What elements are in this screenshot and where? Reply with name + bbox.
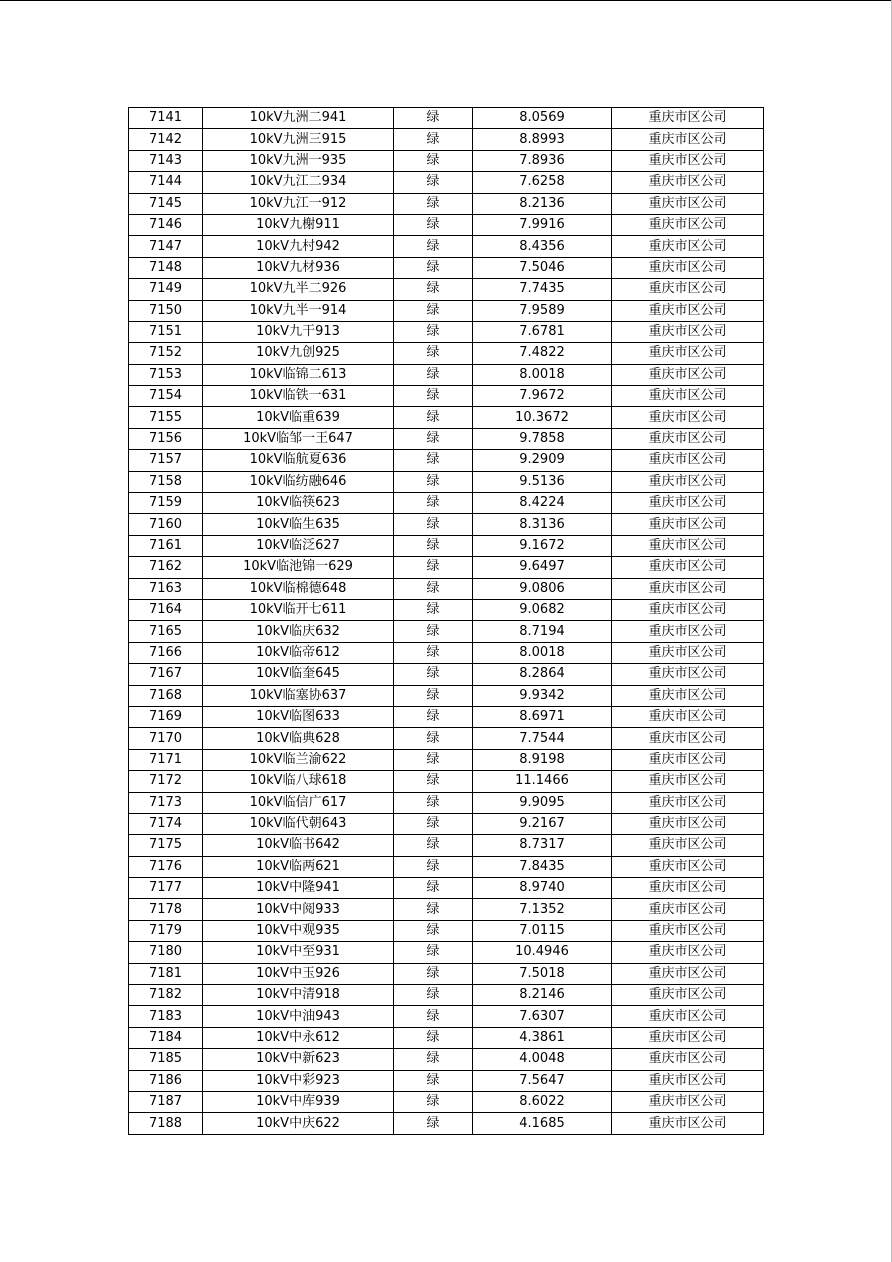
status-cell: 绿	[394, 728, 473, 749]
table-row	[129, 407, 764, 428]
line-name-cell: 10kV九洲一935	[203, 150, 394, 171]
status-cell: 绿	[394, 878, 473, 899]
value-cell: 9.9342	[473, 685, 612, 706]
company-cell: 重庆市区公司	[612, 985, 764, 1006]
row-id-cell: 7173	[129, 792, 203, 813]
line-name-cell: 10kV中库939	[203, 1091, 394, 1112]
row-id-cell: 7144	[129, 172, 203, 193]
status-cell: 绿	[394, 899, 473, 920]
row-id-cell: 7147	[129, 236, 203, 257]
status-cell: 绿	[394, 386, 473, 407]
value-cell: 8.0018	[473, 364, 612, 385]
line-name-cell: 10kV中玉926	[203, 963, 394, 984]
company-cell: 重庆市区公司	[612, 172, 764, 193]
line-name-cell: 10kV九村942	[203, 236, 394, 257]
value-cell: 7.6258	[473, 172, 612, 193]
line-name-cell: 10kV九材936	[203, 257, 394, 278]
row-id-cell: 7145	[129, 193, 203, 214]
row-id-cell: 7157	[129, 450, 203, 471]
table-row	[129, 535, 764, 556]
company-cell: 重庆市区公司	[612, 364, 764, 385]
table-row	[129, 300, 764, 321]
row-id-cell: 7174	[129, 813, 203, 834]
table-row	[129, 471, 764, 492]
line-name-cell: 10kV中新623	[203, 1049, 394, 1070]
row-id-cell: 7150	[129, 300, 203, 321]
value-cell: 7.6781	[473, 321, 612, 342]
row-id-cell: 7187	[129, 1091, 203, 1112]
row-id-cell: 7171	[129, 749, 203, 770]
value-cell: 8.6022	[473, 1091, 612, 1112]
table-row	[129, 364, 764, 385]
value-cell: 8.4224	[473, 493, 612, 514]
company-cell: 重庆市区公司	[612, 856, 764, 877]
value-cell: 10.3672	[473, 407, 612, 428]
value-cell: 7.7544	[473, 728, 612, 749]
line-name-cell: 10kV中至931	[203, 942, 394, 963]
line-name-cell: 10kV临池锦一629	[203, 557, 394, 578]
row-id-cell: 7151	[129, 321, 203, 342]
row-id-cell: 7164	[129, 599, 203, 620]
value-cell: 8.0018	[473, 642, 612, 663]
value-cell: 9.2167	[473, 813, 612, 834]
status-cell: 绿	[394, 236, 473, 257]
table-row	[129, 856, 764, 877]
table-row	[129, 150, 764, 171]
company-cell: 重庆市区公司	[612, 214, 764, 235]
row-id-cell: 7152	[129, 343, 203, 364]
company-cell: 重庆市区公司	[612, 407, 764, 428]
value-cell: 7.9916	[473, 214, 612, 235]
value-cell: 9.0806	[473, 578, 612, 599]
company-cell: 重庆市区公司	[612, 642, 764, 663]
status-cell: 绿	[394, 129, 473, 150]
row-id-cell: 7162	[129, 557, 203, 578]
table-row	[129, 214, 764, 235]
company-cell: 重庆市区公司	[612, 108, 764, 129]
row-id-cell: 7161	[129, 535, 203, 556]
value-cell: 7.5046	[473, 257, 612, 278]
status-cell: 绿	[394, 985, 473, 1006]
line-name-cell: 10kV临帝612	[203, 642, 394, 663]
status-cell: 绿	[394, 450, 473, 471]
value-cell: 9.0682	[473, 599, 612, 620]
status-cell: 绿	[394, 557, 473, 578]
status-cell: 绿	[394, 1006, 473, 1027]
table-row	[129, 792, 764, 813]
row-id-cell: 7182	[129, 985, 203, 1006]
company-cell: 重庆市区公司	[612, 813, 764, 834]
table-row	[129, 557, 764, 578]
row-id-cell: 7179	[129, 920, 203, 941]
value-cell: 8.7194	[473, 621, 612, 642]
line-name-cell: 10kV中彩923	[203, 1070, 394, 1091]
line-name-cell: 10kV九半一914	[203, 300, 394, 321]
table-row	[129, 813, 764, 834]
row-id-cell: 7185	[129, 1049, 203, 1070]
line-name-cell: 10kV中庆622	[203, 1113, 394, 1134]
value-cell: 7.9589	[473, 300, 612, 321]
company-cell: 重庆市区公司	[612, 257, 764, 278]
value-cell: 4.3861	[473, 1027, 612, 1048]
status-cell: 绿	[394, 172, 473, 193]
line-name-cell: 10kV中观935	[203, 920, 394, 941]
table-row	[129, 942, 764, 963]
status-cell: 绿	[394, 1049, 473, 1070]
company-cell: 重庆市区公司	[612, 129, 764, 150]
page-top-rule	[0, 0, 892, 1]
table-row	[129, 728, 764, 749]
status-cell: 绿	[394, 1091, 473, 1112]
line-name-cell: 10kV中油943	[203, 1006, 394, 1027]
status-cell: 绿	[394, 621, 473, 642]
line-name-cell: 10kV中隆941	[203, 878, 394, 899]
company-cell: 重庆市区公司	[612, 942, 764, 963]
status-cell: 绿	[394, 578, 473, 599]
line-name-cell: 10kV临筷623	[203, 493, 394, 514]
status-cell: 绿	[394, 706, 473, 727]
status-cell: 绿	[394, 942, 473, 963]
line-name-cell: 10kV中永612	[203, 1027, 394, 1048]
row-id-cell: 7183	[129, 1006, 203, 1027]
company-cell: 重庆市区公司	[612, 749, 764, 770]
value-cell: 8.2864	[473, 664, 612, 685]
table-row	[129, 835, 764, 856]
table-row	[129, 642, 764, 663]
table-row	[129, 1091, 764, 1112]
table-row	[129, 172, 764, 193]
table-row	[129, 578, 764, 599]
value-cell: 9.5136	[473, 471, 612, 492]
company-cell: 重庆市区公司	[612, 685, 764, 706]
value-cell: 10.4946	[473, 942, 612, 963]
value-cell: 11.1466	[473, 771, 612, 792]
company-cell: 重庆市区公司	[612, 878, 764, 899]
table-row	[129, 193, 764, 214]
table-row	[129, 236, 764, 257]
row-id-cell: 7165	[129, 621, 203, 642]
status-cell: 绿	[394, 343, 473, 364]
row-id-cell: 7155	[129, 407, 203, 428]
table-row	[129, 1070, 764, 1091]
line-name-cell: 10kV临棉德648	[203, 578, 394, 599]
table-row	[129, 899, 764, 920]
line-name-cell: 10kV临八球618	[203, 771, 394, 792]
company-cell: 重庆市区公司	[612, 471, 764, 492]
company-cell: 重庆市区公司	[612, 386, 764, 407]
line-name-cell: 10kV临铁一631	[203, 386, 394, 407]
company-cell: 重庆市区公司	[612, 664, 764, 685]
company-cell: 重庆市区公司	[612, 1091, 764, 1112]
line-name-cell: 10kV临信广617	[203, 792, 394, 813]
row-id-cell: 7148	[129, 257, 203, 278]
line-name-cell: 10kV临航夏636	[203, 450, 394, 471]
row-id-cell: 7186	[129, 1070, 203, 1091]
row-id-cell: 7175	[129, 835, 203, 856]
row-id-cell: 7158	[129, 471, 203, 492]
company-cell: 重庆市区公司	[612, 1113, 764, 1134]
status-cell: 绿	[394, 813, 473, 834]
line-name-cell: 10kV临重639	[203, 407, 394, 428]
status-cell: 绿	[394, 664, 473, 685]
line-name-cell: 10kV九半二926	[203, 279, 394, 300]
table-row	[129, 108, 764, 129]
company-cell: 重庆市区公司	[612, 279, 764, 300]
row-id-cell: 7181	[129, 963, 203, 984]
line-name-cell: 10kV九洲二941	[203, 108, 394, 129]
status-cell: 绿	[394, 535, 473, 556]
status-cell: 绿	[394, 642, 473, 663]
table-row	[129, 920, 764, 941]
value-cell: 7.1352	[473, 899, 612, 920]
row-id-cell: 7142	[129, 129, 203, 150]
company-cell: 重庆市区公司	[612, 557, 764, 578]
value-cell: 7.5647	[473, 1070, 612, 1091]
row-id-cell: 7141	[129, 108, 203, 129]
row-id-cell: 7177	[129, 878, 203, 899]
value-cell: 4.0048	[473, 1049, 612, 1070]
status-cell: 绿	[394, 428, 473, 449]
line-name-cell: 10kV临锦二613	[203, 364, 394, 385]
value-cell: 8.7317	[473, 835, 612, 856]
row-id-cell: 7160	[129, 514, 203, 535]
row-id-cell: 7176	[129, 856, 203, 877]
row-id-cell: 7154	[129, 386, 203, 407]
row-id-cell: 7170	[129, 728, 203, 749]
status-cell: 绿	[394, 214, 473, 235]
table-row	[129, 685, 764, 706]
table-row	[129, 771, 764, 792]
table-row	[129, 321, 764, 342]
value-cell: 8.0569	[473, 108, 612, 129]
company-cell: 重庆市区公司	[612, 535, 764, 556]
table-row	[129, 749, 764, 770]
table-row	[129, 450, 764, 471]
status-cell: 绿	[394, 599, 473, 620]
line-name-cell: 10kV九榭911	[203, 214, 394, 235]
status-cell: 绿	[394, 279, 473, 300]
status-cell: 绿	[394, 514, 473, 535]
row-id-cell: 7146	[129, 214, 203, 235]
status-cell: 绿	[394, 1070, 473, 1091]
line-name-cell: 10kV临奎645	[203, 664, 394, 685]
company-cell: 重庆市区公司	[612, 963, 764, 984]
value-cell: 9.1672	[473, 535, 612, 556]
status-cell: 绿	[394, 771, 473, 792]
company-cell: 重庆市区公司	[612, 578, 764, 599]
line-name-cell: 10kV九干913	[203, 321, 394, 342]
company-cell: 重庆市区公司	[612, 1006, 764, 1027]
line-name-cell: 10kV临开七611	[203, 599, 394, 620]
status-cell: 绿	[394, 364, 473, 385]
status-cell: 绿	[394, 685, 473, 706]
line-name-cell: 10kV临泛627	[203, 535, 394, 556]
line-name-cell: 10kV九洲三915	[203, 129, 394, 150]
status-cell: 绿	[394, 835, 473, 856]
line-name-cell: 10kV临纺融646	[203, 471, 394, 492]
row-id-cell: 7143	[129, 150, 203, 171]
table-row	[129, 1113, 764, 1134]
value-cell: 9.2909	[473, 450, 612, 471]
table-row	[129, 279, 764, 300]
row-id-cell: 7159	[129, 493, 203, 514]
value-cell: 7.5018	[473, 963, 612, 984]
value-cell: 7.9672	[473, 386, 612, 407]
company-cell: 重庆市区公司	[612, 321, 764, 342]
value-cell: 8.4356	[473, 236, 612, 257]
value-cell: 7.4822	[473, 343, 612, 364]
value-cell: 8.3136	[473, 514, 612, 535]
company-cell: 重庆市区公司	[612, 300, 764, 321]
table-row	[129, 878, 764, 899]
value-cell: 9.6497	[473, 557, 612, 578]
status-cell: 绿	[394, 407, 473, 428]
table-row	[129, 664, 764, 685]
value-cell: 8.2146	[473, 985, 612, 1006]
status-cell: 绿	[394, 193, 473, 214]
table-row	[129, 706, 764, 727]
status-cell: 绿	[394, 300, 473, 321]
row-id-cell: 7172	[129, 771, 203, 792]
table-row	[129, 493, 764, 514]
company-cell: 重庆市区公司	[612, 599, 764, 620]
line-name-cell: 10kV临塞协637	[203, 685, 394, 706]
value-cell: 8.6971	[473, 706, 612, 727]
value-cell: 8.2136	[473, 193, 612, 214]
row-id-cell: 7178	[129, 899, 203, 920]
status-cell: 绿	[394, 856, 473, 877]
table-row	[129, 428, 764, 449]
line-name-cell: 10kV九江一912	[203, 193, 394, 214]
company-cell: 重庆市区公司	[612, 1070, 764, 1091]
value-cell: 7.0115	[473, 920, 612, 941]
row-id-cell: 7184	[129, 1027, 203, 1048]
status-cell: 绿	[394, 1027, 473, 1048]
table-row	[129, 621, 764, 642]
value-cell: 7.6307	[473, 1006, 612, 1027]
value-cell: 7.8936	[473, 150, 612, 171]
table-row	[129, 257, 764, 278]
table-row	[129, 1049, 764, 1070]
line-name-cell: 10kV中阅933	[203, 899, 394, 920]
company-cell: 重庆市区公司	[612, 150, 764, 171]
company-cell: 重庆市区公司	[612, 706, 764, 727]
value-cell: 8.8993	[473, 129, 612, 150]
company-cell: 重庆市区公司	[612, 835, 764, 856]
row-id-cell: 7169	[129, 706, 203, 727]
table-row	[129, 1027, 764, 1048]
status-cell: 绿	[394, 493, 473, 514]
table-row	[129, 343, 764, 364]
company-cell: 重庆市区公司	[612, 236, 764, 257]
line-name-cell: 10kV临庆632	[203, 621, 394, 642]
company-cell: 重庆市区公司	[612, 428, 764, 449]
row-id-cell: 7156	[129, 428, 203, 449]
line-name-cell: 10kV临图633	[203, 706, 394, 727]
value-cell: 9.7858	[473, 428, 612, 449]
table-body	[129, 108, 764, 1135]
line-name-cell: 10kV九创925	[203, 343, 394, 364]
status-cell: 绿	[394, 257, 473, 278]
table-row	[129, 599, 764, 620]
status-cell: 绿	[394, 108, 473, 129]
line-name-cell: 10kV临兰渝622	[203, 749, 394, 770]
row-id-cell: 7180	[129, 942, 203, 963]
company-cell: 重庆市区公司	[612, 193, 764, 214]
status-cell: 绿	[394, 792, 473, 813]
line-name-cell: 10kV临两621	[203, 856, 394, 877]
table-row	[129, 985, 764, 1006]
line-name-cell: 10kV临邹一王647	[203, 428, 394, 449]
status-cell: 绿	[394, 963, 473, 984]
value-cell: 8.9198	[473, 749, 612, 770]
value-cell: 9.9095	[473, 792, 612, 813]
feeder-table	[128, 107, 764, 1135]
value-cell: 4.1685	[473, 1113, 612, 1134]
status-cell: 绿	[394, 321, 473, 342]
table-row	[129, 1006, 764, 1027]
company-cell: 重庆市区公司	[612, 450, 764, 471]
row-id-cell: 7153	[129, 364, 203, 385]
company-cell: 重庆市区公司	[612, 621, 764, 642]
row-id-cell: 7168	[129, 685, 203, 706]
company-cell: 重庆市区公司	[612, 343, 764, 364]
line-name-cell: 10kV临典628	[203, 728, 394, 749]
line-name-cell: 10kV临代朝643	[203, 813, 394, 834]
status-cell: 绿	[394, 471, 473, 492]
value-cell: 8.9740	[473, 878, 612, 899]
company-cell: 重庆市区公司	[612, 771, 764, 792]
row-id-cell: 7163	[129, 578, 203, 599]
table-row	[129, 129, 764, 150]
line-name-cell: 10kV临生635	[203, 514, 394, 535]
value-cell: 7.7435	[473, 279, 612, 300]
company-cell: 重庆市区公司	[612, 920, 764, 941]
row-id-cell: 7149	[129, 279, 203, 300]
table-row	[129, 514, 764, 535]
line-name-cell: 10kV临书642	[203, 835, 394, 856]
table-row	[129, 386, 764, 407]
row-id-cell: 7166	[129, 642, 203, 663]
company-cell: 重庆市区公司	[612, 1027, 764, 1048]
row-id-cell: 7167	[129, 664, 203, 685]
company-cell: 重庆市区公司	[612, 493, 764, 514]
company-cell: 重庆市区公司	[612, 899, 764, 920]
value-cell: 7.8435	[473, 856, 612, 877]
status-cell: 绿	[394, 749, 473, 770]
table-row	[129, 963, 764, 984]
company-cell: 重庆市区公司	[612, 514, 764, 535]
company-cell: 重庆市区公司	[612, 728, 764, 749]
line-name-cell: 10kV中清918	[203, 985, 394, 1006]
row-id-cell: 7188	[129, 1113, 203, 1134]
company-cell: 重庆市区公司	[612, 1049, 764, 1070]
company-cell: 重庆市区公司	[612, 792, 764, 813]
status-cell: 绿	[394, 1113, 473, 1134]
status-cell: 绿	[394, 920, 473, 941]
line-name-cell: 10kV九江二934	[203, 172, 394, 193]
status-cell: 绿	[394, 150, 473, 171]
